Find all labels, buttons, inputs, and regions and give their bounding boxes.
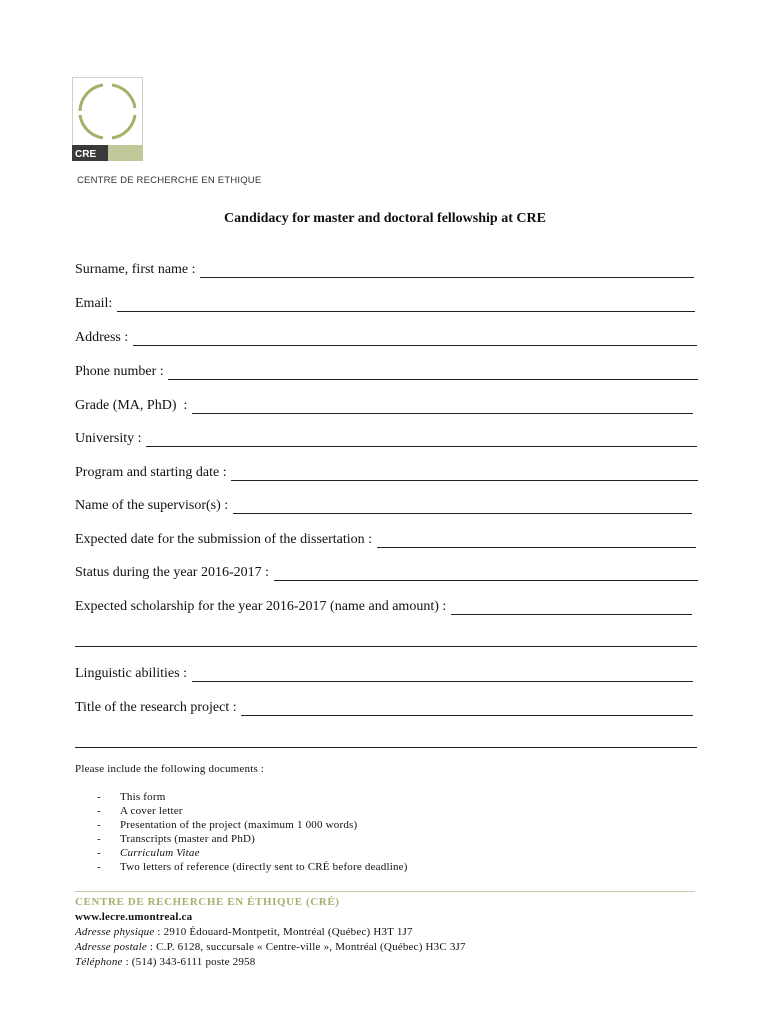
logo-text: CRE — [75, 149, 97, 160]
field-program[interactable] — [75, 465, 698, 481]
list-dash: - — [97, 861, 101, 873]
footer-address: Adresse physique : 2910 Édouard-Montpetit, Montréal (Québec) H3T 1J7 — [75, 926, 413, 938]
field-phone[interactable] — [75, 364, 698, 380]
footer — [75, 895, 466, 970]
research-title-extra-line[interactable] — [75, 747, 697, 748]
field-label: Linguistic abilities : — [75, 666, 191, 681]
footer-divider — [75, 891, 695, 892]
cre-logo — [72, 77, 144, 161]
field-label: Title of the research project : — [75, 700, 241, 715]
list-item: - This form — [97, 791, 166, 803]
org-subtitle: CENTRE DE RECHERCHE EN ETHIQUE — [77, 175, 262, 186]
documents-intro: Please include the following documents : — [75, 763, 265, 775]
list-item: - Curriculum Vitae — [97, 847, 200, 859]
field-label: Name of the supervisor(s) : — [75, 498, 232, 513]
field-line[interactable] — [231, 467, 698, 481]
list-dash: - — [97, 791, 101, 803]
field-label: Status during the year 2016-2017 : — [75, 565, 273, 580]
field-line[interactable] — [200, 264, 694, 278]
field-label: University : — [75, 431, 145, 446]
field-label: Expected scholarship for the year 2016-2017 (name and amount) : — [75, 599, 450, 614]
field-university[interactable] — [75, 431, 697, 447]
list-item: - A cover letter — [97, 805, 183, 817]
list-item: - Presentation of the project (maximum 1 000 words) — [97, 819, 358, 831]
list-item: - Transcripts (master and PhD) — [97, 833, 256, 845]
field-research-title[interactable] — [75, 700, 693, 716]
field-email[interactable] — [75, 296, 695, 312]
field-grade[interactable] — [75, 398, 693, 414]
field-line[interactable] — [192, 668, 694, 682]
field-label: Program and starting date : — [75, 465, 231, 480]
field-linguistic[interactable] — [75, 666, 693, 682]
field-label: Phone number : — [75, 364, 168, 379]
footer-postal: Adresse postale : C.P. 6128, succursale « Centre-ville », Montréal (Québec) H3C 3J7 — [75, 941, 466, 953]
field-line[interactable] — [451, 601, 692, 615]
field-line[interactable] — [377, 534, 696, 548]
field-line[interactable] — [241, 702, 693, 716]
scholarship-extra-line[interactable] — [75, 646, 697, 647]
footer-org-name: CENTRE DE RECHERCHE EN ÉTHIQUE (CRÉ) — [75, 896, 340, 908]
field-label: Grade (MA, PhD) : — [75, 398, 191, 413]
field-status[interactable] — [75, 565, 698, 581]
list-dash: - — [97, 819, 101, 831]
field-label: Address : — [75, 330, 132, 345]
field-address[interactable] — [75, 330, 697, 346]
cre-logo-graphic — [72, 77, 144, 161]
field-line[interactable] — [117, 298, 695, 312]
list-item: - Two letters of reference (directly sent to CRÉ before deadline) — [97, 861, 408, 873]
field-label: Expected date for the submission of the dissertation : — [75, 532, 376, 547]
field-surname[interactable] — [75, 262, 694, 278]
field-supervisor[interactable] — [75, 498, 692, 514]
field-line[interactable] — [168, 366, 698, 380]
field-label: Email: — [75, 296, 116, 311]
documents-list — [97, 790, 408, 874]
field-line[interactable] — [233, 500, 692, 514]
field-dissertation-date[interactable] — [75, 532, 696, 548]
list-dash: - — [97, 847, 101, 859]
field-line[interactable] — [274, 567, 698, 581]
list-dash: - — [97, 833, 101, 845]
field-line[interactable] — [133, 332, 697, 346]
list-dash: - — [97, 805, 101, 817]
field-line[interactable] — [146, 433, 697, 447]
field-scholarship[interactable] — [75, 599, 692, 615]
form-title: Candidacy for master and doctoral fellowship at CRE — [224, 211, 546, 226]
footer-phone: Téléphone : (514) 343-6111 poste 2958 — [75, 956, 256, 968]
footer-website-link[interactable]: www.lecre.umontreal.ca — [75, 911, 193, 923]
field-line[interactable] — [192, 400, 693, 414]
field-label: Surname, first name : — [75, 262, 200, 277]
